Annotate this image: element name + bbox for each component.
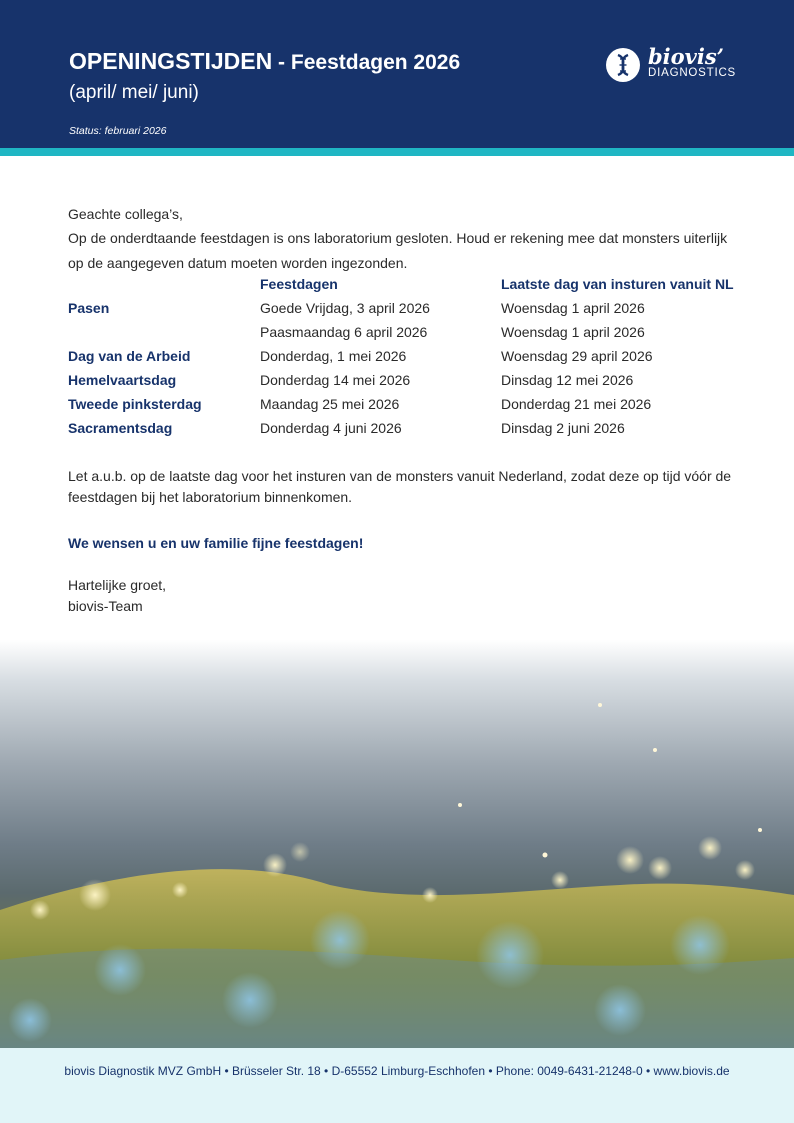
dna-helix-icon <box>606 48 640 82</box>
closing: Hartelijke groet, <box>68 577 167 593</box>
title-sub: - Feestdagen 2026 <box>272 51 461 74</box>
holiday-deadline: Dinsdag 12 mei 2026 <box>501 372 634 388</box>
holiday-name: Pasen <box>68 300 110 316</box>
greeting: Geachte collega’s, <box>68 206 183 222</box>
holiday-deadline: Woensdag 1 april 2026 <box>501 300 645 316</box>
holiday-name: Dag van de Arbeid <box>68 348 191 364</box>
table-row <box>0 348 794 372</box>
holiday-date: Goede Vrijdag, 3 april 2026 <box>260 300 430 316</box>
table-header-row <box>0 276 794 300</box>
holiday-date: Maandag 25 mei 2026 <box>260 396 400 412</box>
logo-tagline: DIAGNOSTICS <box>648 67 737 79</box>
intro-line-1: Op de onderdtaande feestdagen is ons laboratorium gesloten. Houd er rekening mee dat monsters uiterlijk <box>68 230 728 246</box>
note-line-2: feestdagen bij het laboratorium binnenkomen. <box>68 489 353 505</box>
header-accent-strip <box>0 148 794 156</box>
table-row <box>0 396 794 420</box>
holiday-name: Hemelvaartsdag <box>68 372 177 388</box>
table-row <box>0 420 794 444</box>
holiday-name: Tweede pinksterdag <box>68 396 202 412</box>
table-row <box>0 324 794 348</box>
holiday-deadline: Donderdag 21 mei 2026 <box>501 396 652 412</box>
holiday-date: Donderdag 14 mei 2026 <box>260 372 411 388</box>
meadow-background-image <box>0 640 794 1048</box>
table-row <box>0 372 794 396</box>
holiday-date: Paasmaandag 6 april 2026 <box>260 324 428 340</box>
title-main: OPENINGSTIJDEN <box>69 48 273 74</box>
note-line-1: Let a.u.b. op de laatste dag voor het insturen van de monsters vanuit Nederland, zodat deze op tijd vóór de <box>68 468 732 484</box>
holiday-name: Sacramentsdag <box>68 420 173 436</box>
page-footer <box>0 1048 794 1123</box>
table-row <box>0 300 794 324</box>
header-feestdagen: Feestdagen <box>260 276 338 292</box>
logo-name: biovis’ <box>648 44 724 69</box>
biovis-logo <box>606 46 756 86</box>
signature: biovis-Team <box>68 598 143 614</box>
holiday-deadline: Woensdag 29 april 2026 <box>501 348 653 364</box>
page-header <box>0 0 794 148</box>
holiday-deadline: Dinsdag 2 juni 2026 <box>501 420 625 436</box>
holiday-wish: We wensen u en uw familie fijne feestdagen! <box>68 535 364 551</box>
footer-contact: biovis Diagnostik MVZ GmbH • Brüsseler Str. 18 • D-65552 Limburg-Eschhofen • Phone: 0049-6431-21248-0 • www.biovis.de <box>64 1064 730 1078</box>
page-title <box>69 48 460 75</box>
intro-line-2: op de aangegeven datum moeten worden ingezonden. <box>68 255 408 271</box>
page-subtitle: (april/ mei/ juni) <box>69 82 199 103</box>
holiday-date: Donderdag 4 juni 2026 <box>260 420 402 436</box>
header-deadline: Laatste dag van insturen vanuit NL <box>501 276 734 292</box>
status-date: Status: februari 2026 <box>69 125 167 137</box>
holiday-deadline: Woensdag 1 april 2026 <box>501 324 645 340</box>
holiday-date: Donderdag, 1 mei 2026 <box>260 348 407 364</box>
